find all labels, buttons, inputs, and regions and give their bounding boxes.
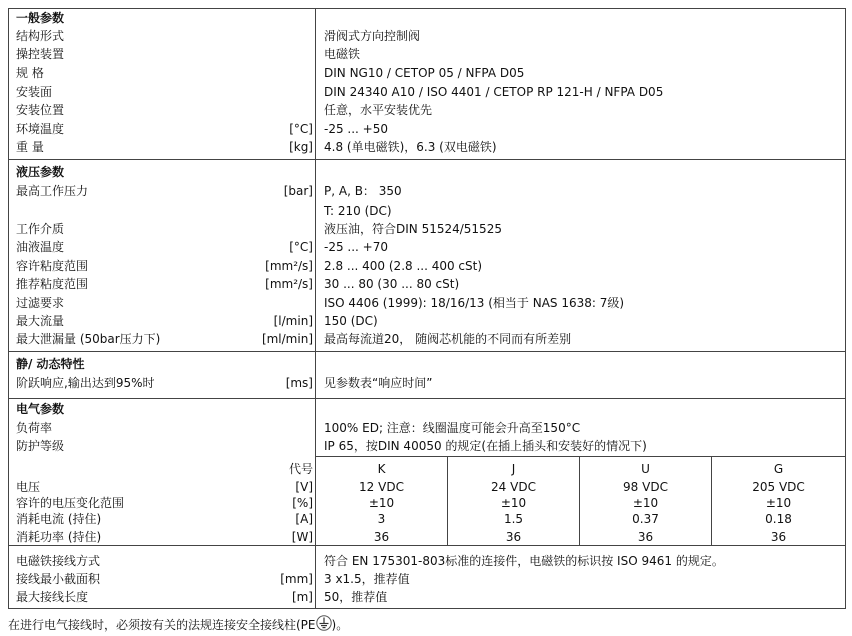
spec-label: 最大泄漏量 (50bar压力下) bbox=[16, 332, 161, 346]
spec-row bbox=[9, 570, 845, 588]
spec-row bbox=[9, 275, 845, 293]
spec-row bbox=[9, 330, 845, 348]
spec-row bbox=[9, 437, 845, 455]
grid-cell: 0.37 bbox=[632, 512, 659, 526]
spec-row bbox=[9, 45, 845, 63]
spec-label: 安装面 bbox=[16, 85, 53, 99]
footer-text-end: )。 bbox=[331, 618, 349, 632]
grid-cell: ±10 bbox=[765, 496, 792, 510]
spec-label: 电磁铁接线方式 bbox=[16, 554, 101, 568]
spec-row bbox=[9, 220, 845, 238]
spec-unit: [kg] bbox=[289, 140, 313, 154]
spec-unit: [ml/min] bbox=[261, 332, 313, 346]
spec-row bbox=[9, 552, 845, 570]
grid-cell: 36 bbox=[770, 530, 787, 544]
grid-cell: 36 bbox=[505, 530, 522, 544]
spec-unit: [bar] bbox=[283, 184, 313, 198]
section-heading: 液压参数 bbox=[16, 165, 65, 179]
spec-value: -25 ... +70 bbox=[324, 240, 388, 254]
footer-note bbox=[8, 615, 348, 636]
spec-label: 最大流量 bbox=[16, 314, 65, 328]
spec-unit: [mm²/s] bbox=[265, 259, 313, 273]
spec-value: ISO 4406 (1999): 18/16/13 (相当于 NAS 1638: 7级) bbox=[324, 296, 625, 310]
spec-value: IP 65，按DIN 40050 的规定(在插上插头和安装好的情况下) bbox=[324, 439, 647, 453]
spec-label: 过滤要求 bbox=[16, 296, 65, 310]
spec-unit: [A] bbox=[295, 512, 313, 526]
code-cell: U bbox=[641, 462, 650, 476]
spec-row bbox=[9, 182, 845, 200]
spec-label: 结构形式 bbox=[16, 29, 65, 43]
spec-row bbox=[9, 374, 845, 392]
spec-row bbox=[9, 27, 845, 45]
spec-label: 操控装置 bbox=[16, 47, 65, 61]
grid-cell: 36 bbox=[373, 530, 390, 544]
grid-cell: 36 bbox=[637, 530, 654, 544]
grid-cell: 1.5 bbox=[503, 512, 524, 526]
spec-row bbox=[9, 419, 845, 437]
spec-value: P, A, B： 350 bbox=[324, 184, 402, 198]
spec-value: 50，推荐值 bbox=[324, 590, 388, 604]
spec-label: 环境温度 bbox=[16, 122, 65, 136]
spec-unit: [%] bbox=[292, 496, 313, 510]
spec-value: 滑阀式方向控制阀 bbox=[324, 29, 421, 43]
spec-value: 最高每流道20， 随阀芯机能的不同而有所差别 bbox=[324, 332, 572, 346]
section-divider bbox=[9, 159, 845, 160]
spec-label: 油液温度 bbox=[16, 240, 65, 254]
spec-unit: [°C] bbox=[289, 240, 313, 254]
section-heading: 静/ 动态特性 bbox=[16, 357, 85, 371]
static-heading-row bbox=[9, 355, 845, 373]
spec-label: 重 量 bbox=[16, 140, 44, 154]
spec-label: 容许的电压变化范围 bbox=[16, 496, 125, 510]
grid-row bbox=[9, 510, 845, 528]
spec-row bbox=[9, 238, 845, 256]
spec-row bbox=[9, 120, 845, 138]
spec-row bbox=[9, 312, 845, 330]
spec-label: 规 格 bbox=[16, 66, 44, 80]
hydraulic-heading-row bbox=[9, 163, 845, 181]
spec-unit: [mm] bbox=[280, 572, 313, 586]
general-heading-row bbox=[9, 9, 845, 27]
spec-row bbox=[9, 101, 845, 119]
grid-row bbox=[9, 528, 845, 546]
section-heading: 电气参数 bbox=[16, 402, 65, 416]
spec-value: 见参数表“响应时间” bbox=[324, 376, 433, 390]
grid-cell: ±10 bbox=[368, 496, 395, 510]
grid-cell: ±10 bbox=[632, 496, 659, 510]
electrical-heading-row bbox=[9, 400, 845, 418]
section-heading: 一般参数 bbox=[16, 11, 65, 25]
spec-row bbox=[9, 257, 845, 275]
spec-value: 30 ... 80 (30 ... 80 cSt) bbox=[324, 277, 460, 291]
grid-cell: 0.18 bbox=[765, 512, 792, 526]
code-row bbox=[9, 460, 845, 478]
grid-cell: 205 VDC bbox=[752, 480, 805, 494]
spec-label: 阶跃响应,输出达到95%时 bbox=[16, 376, 155, 390]
spec-value: 电磁铁 bbox=[324, 47, 361, 61]
spec-value: 2.8 ... 400 (2.8 ... 400 cSt) bbox=[324, 259, 483, 273]
spec-label: 负荷率 bbox=[16, 421, 53, 435]
spec-unit: [l/min] bbox=[273, 314, 313, 328]
code-cell: G bbox=[773, 462, 784, 476]
spec-row bbox=[9, 588, 845, 606]
spec-row bbox=[9, 202, 845, 220]
spec-label: 消耗电流 (持住) bbox=[16, 512, 102, 526]
grid-cell: ±10 bbox=[500, 496, 527, 510]
spec-label: 推荐粘度范围 bbox=[16, 277, 89, 291]
section-divider bbox=[9, 398, 845, 399]
spec-value: 液压油，符合DIN 51524/51525 bbox=[324, 222, 502, 236]
code-cell: J bbox=[511, 462, 516, 476]
spec-label: 电压 bbox=[16, 480, 41, 494]
spec-value: -25 ... +50 bbox=[324, 122, 388, 136]
spec-value: DIN 24340 A10 / ISO 4401 / CETOP RP 121-H / NFPA D05 bbox=[324, 85, 664, 99]
spec-label: 最大接线长度 bbox=[16, 590, 89, 604]
spec-value: DIN NG10 / CETOP 05 / NFPA D05 bbox=[324, 66, 525, 80]
code-label: 代号 bbox=[288, 462, 313, 476]
ground-icon bbox=[316, 615, 332, 636]
spec-unit: [V] bbox=[295, 480, 313, 494]
spec-table bbox=[8, 8, 846, 609]
section-divider bbox=[9, 351, 845, 352]
spec-label: 防护等级 bbox=[16, 439, 65, 453]
spec-label: 工作介质 bbox=[16, 222, 65, 236]
spec-unit: [°C] bbox=[289, 122, 313, 136]
spec-unit: [ms] bbox=[285, 376, 313, 390]
spec-value: 150 (DC) bbox=[324, 314, 378, 328]
spec-row bbox=[9, 138, 845, 156]
spec-row bbox=[9, 83, 845, 101]
grid-top-line bbox=[315, 456, 845, 457]
grid-cell: 24 VDC bbox=[491, 480, 536, 494]
spec-row bbox=[9, 294, 845, 312]
spec-label: 容许粘度范围 bbox=[16, 259, 89, 273]
spec-label: 最高工作压力 bbox=[16, 184, 89, 198]
spec-unit: [m] bbox=[291, 590, 313, 604]
spec-value: 任意，水平安装优先 bbox=[324, 103, 433, 117]
grid-cell: 3 bbox=[377, 512, 386, 526]
footer-text: 在进行电气接线时，必须按有关的法规连接安全接线柱(PE bbox=[8, 618, 316, 632]
spec-value: 4.8 (单电磁铁)，6.3 (双电磁铁) bbox=[324, 140, 497, 154]
spec-value: 符合 EN 175301-803标准的连接件，电磁铁的标识按 ISO 9461 的规定。 bbox=[324, 554, 724, 568]
spec-value: 100% ED; 注意：线圈温度可能会升高至150°C bbox=[324, 421, 581, 435]
grid-cell: 98 VDC bbox=[623, 480, 668, 494]
spec-label: 安装位置 bbox=[16, 103, 65, 117]
spec-value: T: 210 (DC) bbox=[324, 204, 392, 218]
spec-label: 接线最小截面积 bbox=[16, 572, 101, 586]
spec-unit: [W] bbox=[291, 530, 313, 544]
code-cell: K bbox=[377, 462, 386, 476]
spec-row bbox=[9, 64, 845, 82]
spec-value: 3 x1.5，推荐值 bbox=[324, 572, 410, 586]
spec-label: 消耗功率 (持住) bbox=[16, 530, 102, 544]
spec-unit: [mm²/s] bbox=[265, 277, 313, 291]
grid-cell: 12 VDC bbox=[359, 480, 404, 494]
